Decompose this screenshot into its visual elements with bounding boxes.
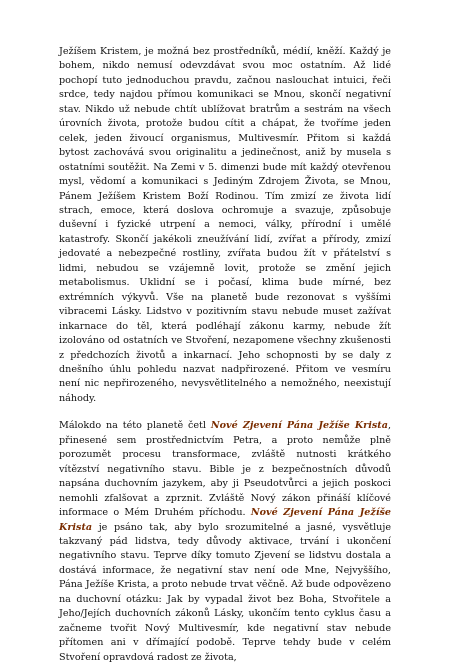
paragraph-1-text: Ježíšem Kristem, je možná bez prostředníků, médií, kněží. Každý je bohem, nikdo nemusí odevzdávat svou moc ostatním. Až lidé pochopí tuto jednoduchou pravdu, začnou naslouchat intuici, řeči srdce, tedy najdou přímou komunikaci se Mnou, skončí negativní stav. Nikdo už nebude chtít ublížovat bratrům a sestrám na všech úrovních života, protože budou cítit a chápat, že tvoříme jeden celek, jeden živoucí organismus, Multivesmír. Přitom si každá bytost zachovává svou originalitu a jedinečnost, aniž by musela s ostatními soutěžit. Na Zemi v 5. dimenzi bude mít každý otevřenou mysl, vědomí a komunikaci s Jediným Zdrojem Života, se Mnou, Pánem Ježíšem Kristem Boží Rodinou. Tím zmizí ze života lidí strach, emoce, která doslova ochromuje a svazuje, způsobuje duševní i fyzické utrpení a nemoci, války, přírodní i umělé katastrofy. Skončí jakékoli zneužívání lidí, zvířat a přírody, zmizí jedovaté a nebezpečné rostliny, zvířata budou žít v přátelství s lidmi, nebudou se vzájemně lovit, protože se změní jejich metabolismus. Uklidní se i počasí, klima bude mírné, bez extrémních výkyvů. Vše na planetě bude rezonovat s vyššími vibracemi Lásky. Lidstvo v pozitivním stavu nebude muset zažívat inkarnace do těl, která podléhají zákonu karmy, nebude žít izolováno od ostatních ve Stvoření, nezapomene všechny zkušenosti z předchozích životů a inkarnací. Jeho schopnosti by se daly z dnešního úhlu pohledu nazvat nadpřirozené. Přitom ve vesmíru není nic nepřirozeného, nevysvětlitelného a nemožného, neexistují náhody. (59, 46, 391, 404)
book-title-emphasis: Nové Zjevení Pána Ježíše Krista (59, 507, 391, 533)
paragraph-2-text-b: , přinesené sem prostřednictvím Petra, a proto nemůže plně porozumět procesu transformace, zvláště nutnosti krátkého vítězství negativního stavu. Bible je z bezpečnostních důvodů napsána duchovním jazykem, aby ji Pseudotvůrci a jejich poskoci nemohli zfalšovat a zprznit. Zvláště Nový zákon přináší klíčové informace o Mém Druhém příchodu. (59, 420, 391, 519)
paragraph-1 (59, 45, 391, 406)
document-page (59, 45, 391, 665)
book-title-emphasis: Nové Zjevení Pána Ježíše Krista (210, 420, 388, 432)
paragraph-2 (59, 419, 391, 665)
paragraph-2-text-c: je psáno tak, aby bylo srozumitelné a jasné, vysvětluje takzvaný pád lidstva, tedy důvody aktivace, trvání i ukončení negativního stavu. Teprve díky tomuto Zjevení se lidstvu dostala a dostává informace, že negativní stav není ode Mne, Nejvyššího, Pána Ježíše Krista, a proto nebude trvat věčně. Až bude odpovězeno na duchovní otázku: Jak by vypadal život bez Boha, Stvořitele a Jeho/Jejích duchovních zákonů Lásky, ukončím tento cyklus času a začneme tvořit Nový Multivesmír, kde negativní stav nebude přítomen ani v dřímající podobě. Teprve tehdy bude v celém Stvoření opravdová radost ze života, (59, 521, 391, 663)
paragraph-2-text-a: Málokdo na této planetě četl (59, 420, 211, 432)
